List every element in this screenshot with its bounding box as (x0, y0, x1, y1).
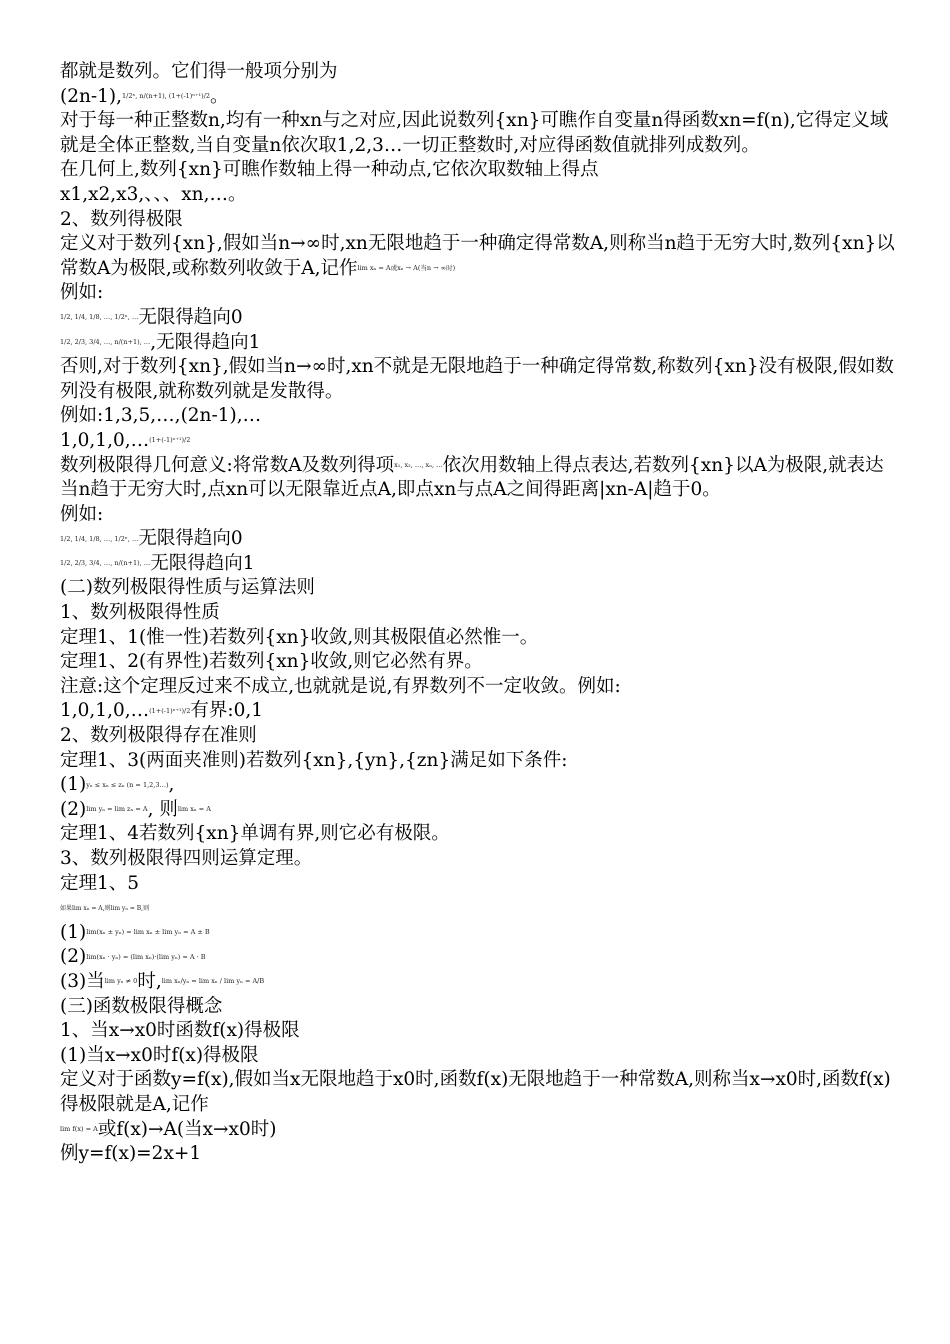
text-line: 1、数列极限得性质 (60, 602, 220, 624)
text-line: 注意:这个定理反过来不成立,也就就是说,有界数列不一定收敛。例如: (60, 675, 621, 697)
text-line: (二)数列极限得性质与运算法则 (60, 577, 315, 599)
line-prefix: 数列极限得几何意义:将常数A及数列得项 (60, 454, 395, 476)
text-line (60, 699, 895, 724)
text-line (60, 945, 895, 970)
line-prefix: (2n-1), (60, 85, 123, 107)
inline-formula: (1+(-1)ⁿ⁺¹)/2 (149, 436, 191, 445)
text-line: 3、数列极限得四则运算定理。 (60, 848, 313, 869)
inline-formula: 1/2ⁿ, n/(n+1), (1+(-1)ⁿ⁺¹)/2 (122, 92, 211, 101)
inline-formula: lim(xₙ ± yₙ) = lim xₙ ± lim yₙ = A ± B (86, 928, 210, 937)
inline-formula: 1/2, 2/3, 3/4, …, n/(n+1), … (60, 559, 151, 568)
line-suffix: 有界:0,1 (190, 700, 263, 722)
line-suffix: , (168, 774, 175, 796)
text-line: 2、数列极限得存在准则 (60, 725, 257, 747)
inline-formula: lim xₙ/yₙ = lim xₙ / lim yₙ = A/B (161, 977, 265, 986)
text-line (60, 527, 895, 552)
line-suffix: 无限得趋向0 (138, 528, 243, 550)
line-prefix: (2) (60, 798, 87, 820)
inline-formula: (1+(-1)ⁿ⁺¹)/2 (149, 706, 191, 715)
text-line: 例如:1,3,5,…,(2n-1),… (60, 405, 262, 427)
text-line (60, 1118, 895, 1143)
line-prefix: (1) (60, 921, 87, 943)
text-line: 定理1、3(两面夹准则)若数列{xn},{yn},{zn}满足如下条件: (60, 749, 568, 771)
text-line: 在几何上,数列{xn}可瞧作数轴上得一种动点,它依次取数轴上得点 (60, 159, 599, 181)
line-suffix: 或f(x)→A(当x→x0时) (97, 1118, 277, 1140)
text-line: 对于每一种正整数n,均有一种xn与之对应,因此说数列{xn}可瞧作自变量n得函数xn=f(n),它得定义域就是全体正整数,当自变量n依次取1,2,3…一切正整数时,对应得函数值就排列成数列。 (60, 110, 889, 156)
inline-formula: lim xₙ = A (177, 805, 211, 814)
text-line: 例y=f(x)=2x+1 (60, 1143, 202, 1165)
line-prefix: 1,0,1,0,… (60, 429, 150, 451)
text-line: 定理1、1(惟一性)若数列{xn}收敛,则其极限值必然惟一。 (60, 626, 539, 648)
inline-formula: 1/2, 2/3, 3/4, …, n/(n+1), … (60, 338, 151, 347)
line-prefix: 定义对于数列{xn},假如当n→∞时,xn无限地趋于一种确定得常数A,则称当n趋于无穷大时,数列{xn}以常数A为极限,或称数列收敛于A,记作 (60, 233, 895, 279)
inline-formula: x₁, x₂, …, xₙ, … (394, 461, 443, 469)
line-suffix: , 则 (147, 798, 178, 820)
document-body (60, 60, 895, 1167)
text-line (60, 454, 895, 503)
text-line: 2、数列得极限 (60, 208, 183, 230)
text-line (60, 429, 895, 454)
inline-formula: 1/2, 1/4, 1/8, …, 1/2ⁿ, … (60, 534, 139, 543)
text-line: 定理1、4若数列{xn}单调有界,则它必有极限。 (60, 823, 450, 845)
inline-formula: yₙ ≤ xₙ ≤ zₙ (n = 1,2,3…) (86, 780, 169, 789)
text-line: 都就是数列。它们得一般项分别为 (60, 61, 338, 82)
text-line: 1、当x→x0时函数f(x)得极限 (60, 1020, 300, 1042)
text-line: 定理1、2(有界性)若数列{xn}收敛,则它必然有界。 (60, 651, 483, 673)
line-suffix: 时, (137, 970, 162, 992)
text-line: 例如: (60, 282, 104, 304)
inline-formula: lim f(x) = A (60, 1125, 98, 1134)
text-line (60, 552, 895, 577)
text-line (60, 306, 895, 331)
line-suffix: 依次用数轴上得点表达,若数列{xn}以A为极限,就表达当n趋于无穷大时,点xn可以无限靠近点A,即点xn与点A之间得距离|xn-A|趋于0。 (60, 454, 884, 501)
text-line: (1)当x→x0时f(x)得极限 (60, 1044, 259, 1066)
inline-formula: lim xₙ = A或xₙ → A(当n → ∞时) (357, 264, 456, 273)
text-line (60, 85, 895, 110)
line-prefix: 1,0,1,0,… (60, 700, 150, 722)
inline-formula: lim yₙ = lim zₙ = A (86, 805, 148, 814)
text-line: 否则,对于数列{xn},假如当n→∞时,xn不就是无限地趋于一种确定得常数,称数列{xn}没有极限,假如数列没有极限,就称数列就是发散得。 (60, 356, 894, 402)
line-suffix: ,无限得趋向1 (150, 331, 261, 353)
text-line (60, 921, 895, 946)
line-suffix: 无限得趋向1 (150, 552, 255, 574)
line-prefix: (3)当 (60, 970, 105, 992)
text-line: (三)函数极限得概念 (60, 995, 223, 1017)
text-line (60, 232, 895, 281)
text-line (60, 773, 895, 798)
text-line (60, 331, 895, 356)
line-prefix: (2) (60, 946, 87, 968)
inline-formula: lim(xₙ · yₙ) = (lim xₙ)·(lim yₙ) = A · B (86, 952, 206, 961)
text-line: x1,x2,x3,、、、xn,…。 (60, 183, 247, 205)
text-line (60, 970, 895, 995)
text-line: 例如: (60, 503, 104, 525)
text-line (60, 798, 895, 823)
text-line: 定义对于函数y=f(x),假如当x无限地趋于x0时,函数f(x)无限地趋于一种常数A,则称当x→x0时,函数f(x)得极限就是A,记作 (60, 1069, 891, 1115)
line-suffix: 。 (210, 85, 229, 107)
text-line (60, 896, 895, 921)
inline-formula: 如果lim xₙ = A,则lim yₙ = B,则 (60, 904, 150, 912)
inline-formula: 1/2, 1/4, 1/8, …, 1/2ⁿ, … (60, 313, 139, 322)
text-line: 定理1、5 (60, 872, 140, 894)
line-prefix: (1) (60, 774, 87, 796)
line-suffix: 无限得趋向0 (138, 306, 243, 328)
inline-formula: lim yₙ ≠ 0 (104, 977, 138, 986)
